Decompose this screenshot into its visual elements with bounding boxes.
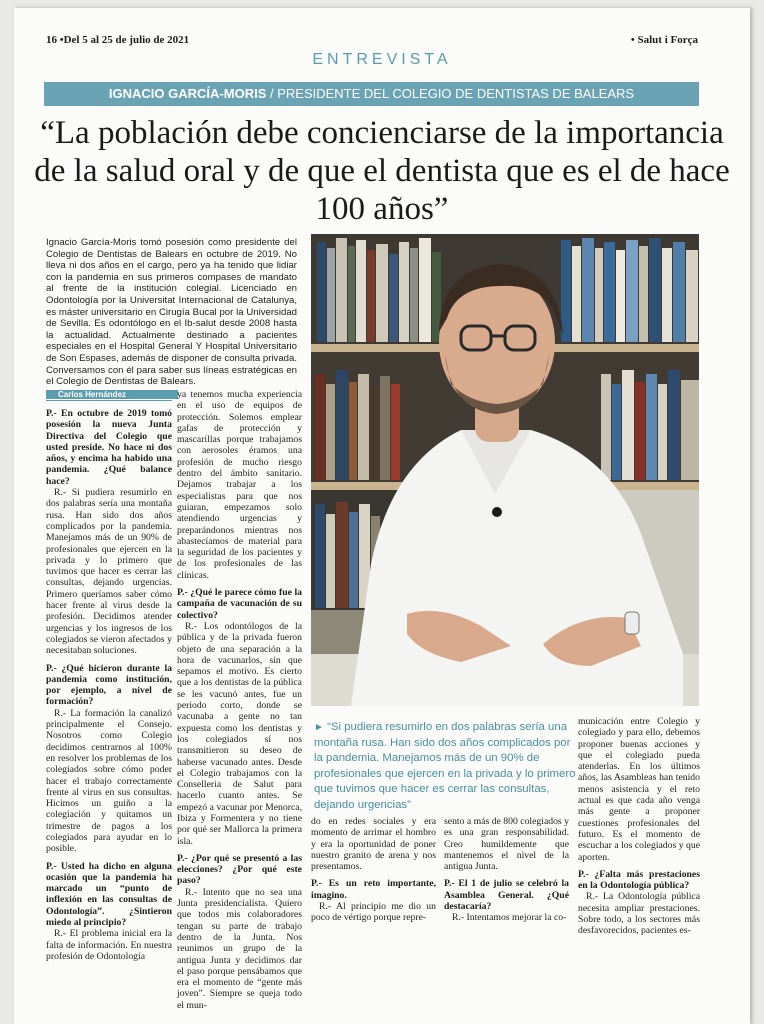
article-column-1 <box>46 408 172 962</box>
pull-quote-text: “Si pudiera resumirlo en dos palabras sería una montaña rusa. Han sido dos años complicados por la pandemia. Manejamos más de un 90% de profesionales que ejercen en la privada y lo primero que tuvimos que hacer es cerrar las consultas, dejando urgencias” <box>314 721 576 811</box>
interview-answer: R.- Intento que no sea una Junta presidencialista. Quiero que todos mis colaboradores tengan su parte de trabajo dentro de la Junta. Nos reunimos un grupo de la antigua Junta y decidimos dar el paso porque pensábamos que era el momento de “gente más joven”. Siempre se queja todo el mun- <box>177 886 302 1011</box>
interview-answer: municación entre Colegio y colegiado y para ello, debemos proponer buenas acciones y que el colegiado pueda atenderlas. En los últimos años, las Asambleas han tenido menos asistencia y el reto actual es que cada año venga más gente a proponer cuestiones profesionales del futuro. Es el momento de escuchar a los colegiados y que aporten. <box>578 716 700 863</box>
interview-question: P.- Usted ha dicho en alguna ocasión que la pandemia ha marcado un “punto de inflexión en las consultas de Odontología”. ¿Sintieron miedo al principio? <box>46 860 172 929</box>
intro-paragraph: Ignacio García-Moris tomó posesión como presidente del Colegio de Dentistas de Balears en octubre de 2019. No lleva ni dos años en el cargo, pero ya ha tenido que lidiar con la pandemia en sus primeros compases de mandato al frente de la institución colegial. Licenciado en Odontología por la Universitat Internacional de Catalunya, es máster universitario en Cirugía Bucal por la Universidad de Sevilla. Es odontólogo en el Ib-salut desde 2008 hasta la actualidad. Actualmente destinado a pacientes especiales en el Hospital General Y Hospital Universitario de Son Espases, además de disponer de consulta privada. Conversamos con él para saber sus líneas estratégicas en el Colegio de Dentistas de Balears. <box>46 237 297 388</box>
interviewee-name: IGNACIO GARCÍA-MORIS <box>108 86 267 101</box>
interview-question: P.- En octubre de 2019 tomó posesión la nueva Junta Directiva del Colegio que usted preside. No hace ni dos años, y encima ha habido una pandemia. ¿Qué balance hace? <box>46 408 172 487</box>
interview-answer: R.- Intentamos mejorar la co- <box>452 912 567 924</box>
interview-question: P.- ¿Qué le parece cómo fue la campaña de vacunación de su colectivo? <box>177 587 302 621</box>
article-column-5 <box>578 716 700 937</box>
pull-quote <box>314 720 582 814</box>
interviewee-photo <box>311 234 699 706</box>
interview-answer: do en redes sociales y era momento de arrimar el hombro y era la oportunidad de poner nuestro granito de arena y nos presentamos. <box>311 816 436 873</box>
article-column-3 <box>311 816 436 924</box>
page-header-date: 16 •Del 5 al 25 de julio de 2021 <box>46 34 190 46</box>
article-column-4 <box>444 816 569 924</box>
page-header-publication: • Salut i Força <box>630 34 698 46</box>
interview-question: P.- ¿Qué hicieron durante la pandemia como institución, por ejemplo, a nivel de formación? <box>46 662 172 708</box>
pull-quote-arrow-icon: ► <box>314 722 324 733</box>
interview-question: P.- ¿Por qué se presentó a las elecciones? ¿Por qué este paso? <box>177 852 302 887</box>
interview-answer: R.- La formación la canalizó principalmente el Consejo. Nosotros como Colegio decidimos centrarnos al 100% en resolver los problemas de los colegiados sobre cómo poder hacer el trabajo correctamente frente al virus en sus consultas. Hicimos un guiño a la colegiación y quitamos un trimestre de pagos a los colegiados para ayudar en lo posible. <box>46 707 172 855</box>
interview-answer: R.- Los odontólogos de la pública y de la privada fueron objeto de una separación a la hora de vacunarlos, sin que sepamos el motivo. Es cierto que a los dentistas de la pública se les vacunó antes, fue un periodo corto, donde se vacunaba a gente no tan expuesta como los dentistas y los colegiados sí nos transmitieron su deseo de haberse vacunado antes. Desde el Colegio trabajamos con la Conselleria de Salut para hacerlo cuanto antes. Se empezó a vacunar por Menorca, Ibiza y Formentera y no tiene por qué ser Mallorca la primera isla. <box>177 620 302 847</box>
interview-question: P.- ¿Falta más prestaciones en la Odontología pública? <box>578 868 700 892</box>
article-column-2 <box>177 389 302 1011</box>
headline: “La población debe concienciarse de la importancia de la salud oral y de que el dentista que es el de hace 100 años” <box>34 115 730 227</box>
photo-illustration <box>311 234 699 706</box>
interview-answer: R.- Al principio me dio un poco de vértigo porque repre- <box>311 901 436 924</box>
interview-answer: sento a más de 800 colegiados y es una gran responsabilidad. Creo humildemente que mantenemos el nivel de la antigua Junta. <box>444 816 569 873</box>
interviewee-banner <box>44 82 699 106</box>
byline: Carlos Hernández <box>46 390 178 399</box>
byline-rule <box>46 400 172 401</box>
interview-question: P.- El 1 de julio se celebró la Asamblea General. ¿Qué destacaría? <box>444 878 569 913</box>
interview-answer: R.- El problema inicial era la falta de información. En nuestra profesión de Odontología <box>46 928 172 962</box>
interview-question: P.- Es un reto importante, imagino. <box>311 878 436 901</box>
interview-answer: ya tenemos mucha experiencia en el uso de equipos de protección. Solemos emplear gafas de protección y mascarillas porque trabajamos con aerosoles éramos una profesión de mucho riesgo dentro del ámbito sanitario. Dejamos trabajar a los especialistas para que nos guiaran, empezamos solo atendiendo urgencias y preparándonos mientras nos abastecíamos de material para la seguridad de los pacientes y de los profesionales de las clínicas. <box>177 389 302 581</box>
interview-answer: R.- La Odontología pública necesita ampliar prestaciones. Sobre todo, a los sectores más desfavorecidos, pacientes es- <box>578 891 700 937</box>
interview-answer: R.- Si pudiera resumirlo en dos palabras sería una montaña rusa. Han sido dos años complicados por la pandemia. Manejamos más de un 90% de profesionales que ejercen en la privada y lo primero que tuvimos que hacer es cerrar las consultas, dejando urgencias. Primero queríamos saber cómo hacer frente al virus desde la profesión. Decidimos atender urgencias y los ingresos de los colegiados se vieron afectados y necesitaban soluciones. <box>46 487 172 657</box>
section-title: ENTREVISTA <box>312 51 452 68</box>
interviewee-role: / PRESIDENTE DEL COLEGIO DE DENTISTAS DE BALEARS <box>266 86 635 101</box>
